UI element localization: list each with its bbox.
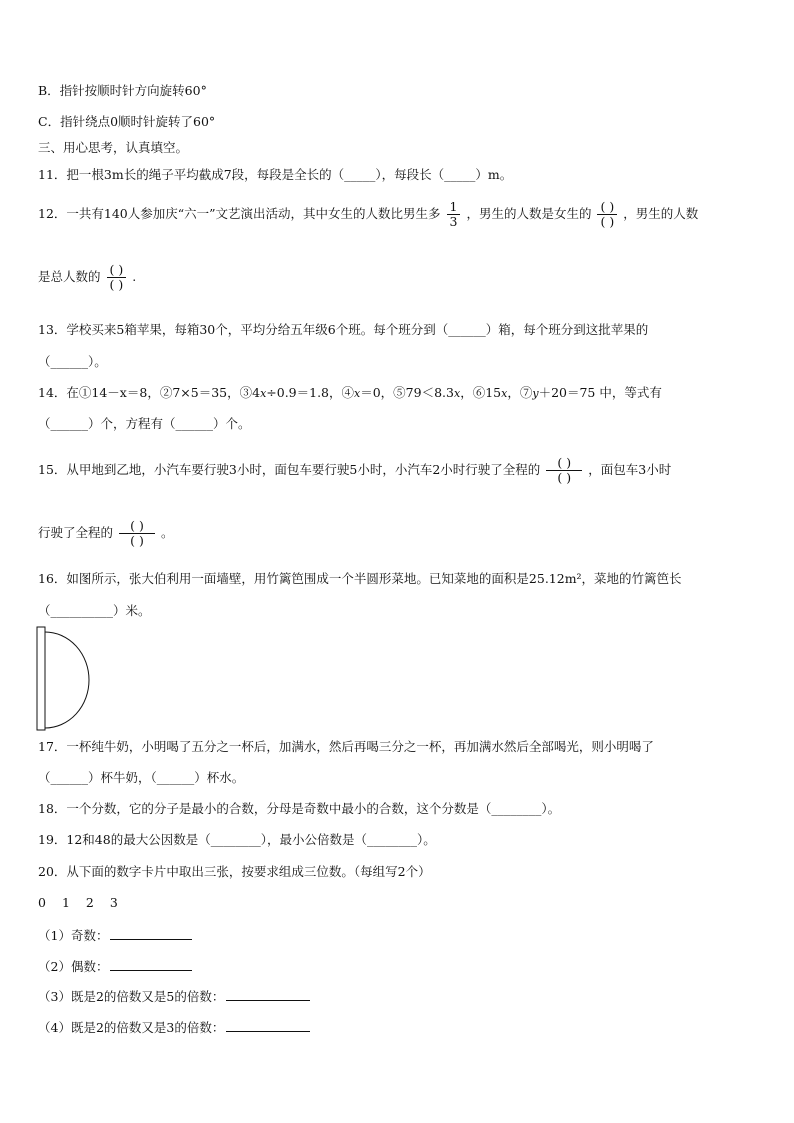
variable-x: x [260,387,267,400]
digit-card: 1 [61,895,70,910]
wall [37,627,45,730]
fraction-denominator: ( ) [119,533,155,548]
digit-card: 2 [85,895,94,910]
blank-fraction[interactable] [597,200,617,229]
option-b: B．指针按顺时针方向旋转60° [38,83,207,98]
question-14-line-2: （______）个，方程有（______）个。 [38,416,251,431]
blank-fraction[interactable] [546,456,582,485]
item-label: （4）既是2的倍数又是3的倍数： [38,1020,225,1035]
q14-text-e: ，⑦ [507,385,533,400]
answer-line[interactable] [110,927,192,940]
variable-x: x [453,387,461,400]
question-16-line-2: （__________）米。 [38,603,151,618]
question-20: 20．从下面的数字卡片中取出三张，按要求组成三位数。（每组写2个） [38,864,431,879]
item-label: （3）既是2的倍数又是5的倍数： [38,989,225,1004]
q12-text-3: ，男生的人数 [623,206,699,221]
fraction-numerator: ( ) [109,262,124,277]
fraction-denominator: ( ) [597,214,617,229]
variable-x: x [354,387,361,400]
question-17-line-2: （______）杯牛奶，（______）杯水。 [38,770,245,785]
question-17: 17．一杯纯牛奶，小明喝了五分之一杯后，加满水，然后再喝三分之一杯，再加满水然后全部喝光，则小明喝了 [38,739,654,754]
q14-text-a: 14．在①14－x＝8，②7×5＝35，③4 [38,385,261,400]
q14-text-c: ＝0，⑤79＜8.3 [360,385,454,400]
fraction-numerator: ( ) [557,455,572,470]
answer-line[interactable] [110,958,192,971]
question-12 [38,199,698,229]
question-14 [38,385,662,402]
q15-text-1: 15．从甲地到乙地，小汽车要行驶3小时，面包车要行驶5小时，小汽车2小时行驶了全程的 [38,462,541,477]
q12-text-4: 是总人数的 [38,269,101,284]
question-18: 18．一个分数，它的分子是最小的合数，分母是奇数中最小的合数，这个分数是（________）。 [38,801,561,816]
question-16: 16．如图所示，张大伯利用一面墙壁，用竹篱笆围成一个半圆形菜地。已知菜地的面积是25.12m²，菜地的竹篱笆长 [38,571,682,586]
semicircle-fence [45,632,89,728]
question-19: 19．12和48的最大公因数是（________），最小公倍数是（________）。 [38,832,436,847]
fraction-denominator: ( ) [107,277,127,292]
q20-item-2 [38,958,192,975]
fraction-numerator: ( ) [130,518,144,533]
question-13: 13．学校买来5箱苹果，每箱30个，平均分给五年级6个班。每个班分到（______）箱，每个班分到这批苹果的 [38,322,649,337]
q14-text-d: ，⑥15 [460,385,502,400]
fraction-denominator: 3 [447,214,461,229]
q15-text-2: ，面包车3小时 [588,462,672,477]
q14-text-f: ＋20＝75 中，等式有 [538,385,662,400]
variable-y: y [532,387,539,400]
blank-fraction[interactable] [107,263,127,292]
q15-text-4: 。 [160,525,174,540]
question-11: 11．把一根3m长的绳子平均截成7段，每段是全长的（_____），每段长（_____）m。 [38,167,513,182]
item-label: （1）奇数： [38,928,109,943]
question-15 [38,455,671,485]
semicircle-garden-figure [36,626,92,732]
q20-item-1 [38,927,192,944]
fraction-numerator: ( ) [600,199,615,214]
question-12-line-2 [38,262,136,292]
fraction-one-third [447,200,461,229]
fraction-denominator: ( ) [546,470,582,485]
q20-item-3 [38,988,310,1005]
q15-text-3: 行驶了全程的 [38,525,114,540]
q12-text-2: ，男生的人数是女生的 [466,206,592,221]
q12-text-5: . [132,269,137,284]
digit-cards [38,895,130,911]
digit-card: 0 [38,895,46,910]
answer-line[interactable] [226,1019,310,1032]
variable-x: x [501,387,508,400]
q20-item-4 [38,1019,310,1036]
answer-line[interactable] [226,988,310,1001]
q12-text-1: 12．一共有140人参加庆“六一”文艺演出活动，其中女生的人数比男生多 [38,206,441,221]
question-15-line-2 [38,518,174,548]
digit-card: 3 [109,895,118,910]
section-heading: 三、用心思考，认真填空。 [38,140,189,155]
option-c: C．指针绕点0顺时针旋转了60° [38,114,216,129]
item-label: （2）偶数： [38,959,109,974]
question-13-line-2: （______）。 [38,354,107,369]
fraction-numerator: 1 [449,199,458,214]
blank-fraction[interactable] [119,519,155,548]
q14-text-b: ÷0.9＝1.8，④ [266,385,355,400]
